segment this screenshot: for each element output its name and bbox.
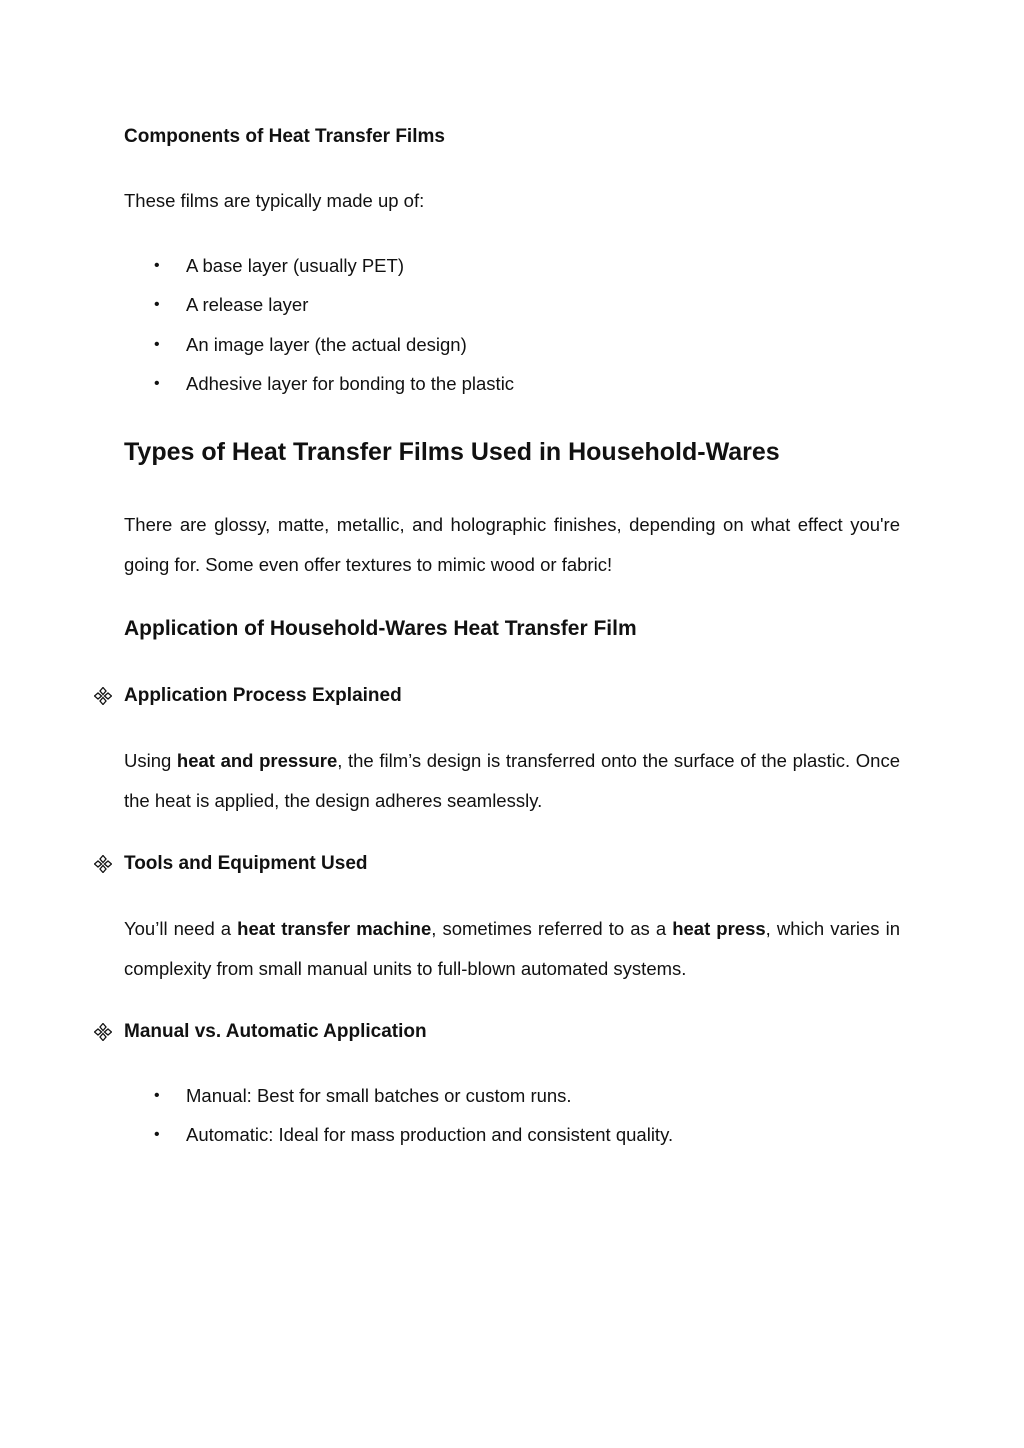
bullet-glyph: • [154,335,160,353]
manual-auto-heading-row [94,1020,900,1044]
four-diamond-icon [94,1023,124,1041]
bullet-glyph: • [154,257,160,274]
list-item: • Manual: Best for small batches or custom runs. [124,1076,900,1115]
tools-heading: Tools and Equipment Used [124,853,368,874]
list-item: • Adhesive layer for bonding to the plastic [124,364,900,403]
types-body-block [124,505,900,584]
types-section [124,436,900,468]
components-list-block [124,246,900,403]
tools-body: You’ll need a heat transfer machine, sometimes referred to as a heat press, which varies in complexity from small manual units to full-blown automated systems. [124,918,901,979]
list-item: • A release layer [124,285,900,324]
components-intro-block [124,181,900,221]
bullet-glyph: • [154,296,160,314]
application-section [124,616,900,642]
process-heading: Application Process Explained [124,685,402,706]
components-list [124,246,900,403]
components-intro: These films are typically made up of: [124,190,425,211]
components-heading: Components of Heat Transfer Films [124,126,445,147]
types-body: There are glossy, matte, metallic, and holographic finishes, depending on what effect you're going for. Some even offer textures to mimic wood or fabric! [124,514,900,575]
components-section [124,125,900,149]
types-heading: Types of Heat Transfer Films Used in Household-Wares [124,438,780,466]
manual-auto-list-block [124,1076,900,1155]
four-diamond-icon [94,855,124,873]
bullet-glyph: • [154,1126,160,1144]
list-item: • A base layer (usually PET) [124,246,900,285]
list-item: • An image layer (the actual design) [124,325,900,364]
bullet-glyph: • [154,1087,160,1104]
process-body-block [124,741,900,820]
tools-body-block [124,909,900,988]
process-body: Using heat and pressure, the film’s design is transferred onto the surface of the plastic. Once the heat is applied, the design adheres seamlessly. [124,750,900,811]
manual-auto-list [124,1076,900,1155]
four-diamond-icon [94,687,124,705]
manual-auto-heading: Manual vs. Automatic Application [124,1021,427,1042]
list-item: • Automatic: Ideal for mass production and consistent quality. [124,1115,900,1154]
bullet-glyph: • [154,374,160,392]
application-heading: Application of Household-Wares Heat Transfer Film [124,617,637,640]
tools-heading-row [94,852,900,876]
process-heading-row [94,684,900,708]
